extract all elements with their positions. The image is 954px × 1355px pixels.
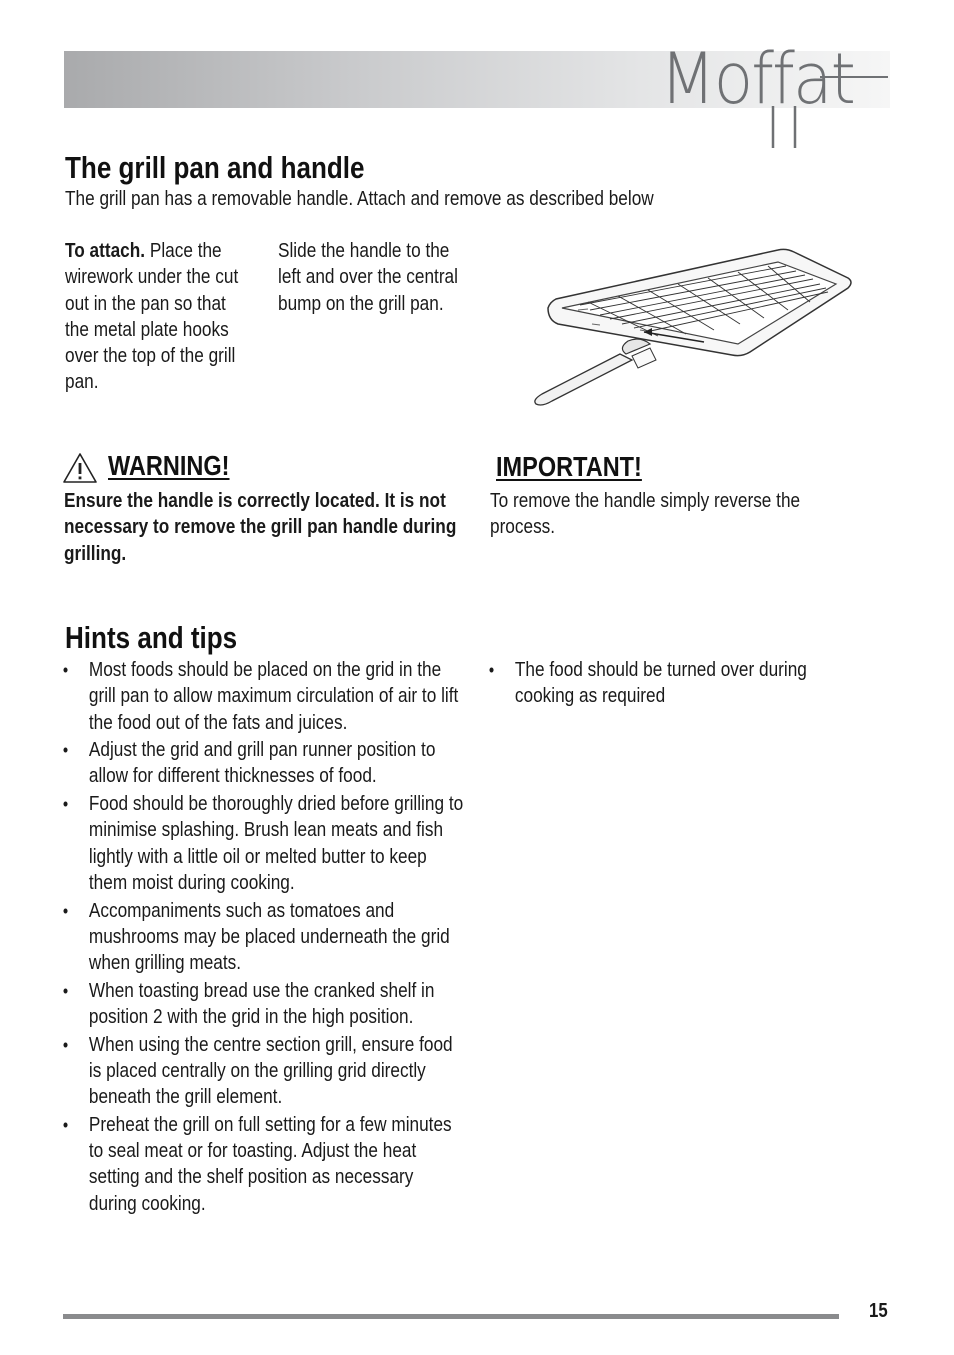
- warning-triangle-icon: [62, 452, 98, 484]
- list-item: • Most foods should be placed on the grid in the grill pan to allow maximum circulation of air to lift the food out of the fats and juices.: [62, 657, 465, 736]
- important-title: IMPORTANT!: [496, 451, 642, 482]
- list-item: • Preheat the grill on full setting for a few minutes to seal meat or for toasting. Adjust the heat setting and the shelf position as necessary during cooking.: [62, 1112, 465, 1217]
- list-item: • Food should be thoroughly dried before grilling to minimise splashing. Brush lean meats and fish lightly with a little oil or melted butter to keep them moist during cooking.: [62, 791, 465, 896]
- list-item: • Accompaniments such as tomatoes and mushrooms may be placed underneath the grid when grilling meats.: [62, 898, 465, 977]
- warning-text: Ensure the handle is correctly located. It is not necessary to remove the grill pan handle during grilling.: [64, 489, 457, 565]
- slide-paragraph: Slide the handle to the left and over the central bump on the grill pan.: [278, 239, 458, 315]
- important-text: To remove the handle simply reverse the process.: [490, 489, 801, 539]
- footer-rule: [63, 1314, 839, 1319]
- grill-pan-illustration: [528, 244, 858, 409]
- attach-text: Place the wirework under the cut out in the pan so that the metal plate hooks over the top of the grill pan.: [65, 239, 239, 394]
- list-item: • Adjust the grid and grill pan runner position to allow for different thicknesses of food.: [62, 737, 465, 790]
- logo-swash-icon: [652, 38, 892, 152]
- grill-section-title: The grill pan and handle: [65, 150, 365, 185]
- grill-section-intro: The grill pan has a removable handle. Attach and remove as described below: [65, 187, 654, 210]
- brand-logo-text: Moffat: [660, 38, 854, 120]
- hints-list-right: [488, 657, 866, 711]
- hints-title: Hints and tips: [65, 620, 238, 655]
- brand-logo: [652, 38, 892, 152]
- hints-list-left: [62, 657, 465, 1218]
- list-item: • When toasting bread use the cranked shelf in position 2 with the grid in the high position.: [62, 978, 465, 1031]
- attach-label: To attach.: [65, 239, 146, 262]
- list-item: • The food should be turned over during cooking as required: [488, 657, 866, 710]
- page-number: 15: [869, 1300, 888, 1322]
- list-item: • When using the centre section grill, ensure food is placed centrally on the grilling grid directly beneath the grill element.: [62, 1032, 465, 1111]
- warning-title: WARNING!: [108, 450, 230, 481]
- attach-paragraph: [65, 238, 245, 396]
